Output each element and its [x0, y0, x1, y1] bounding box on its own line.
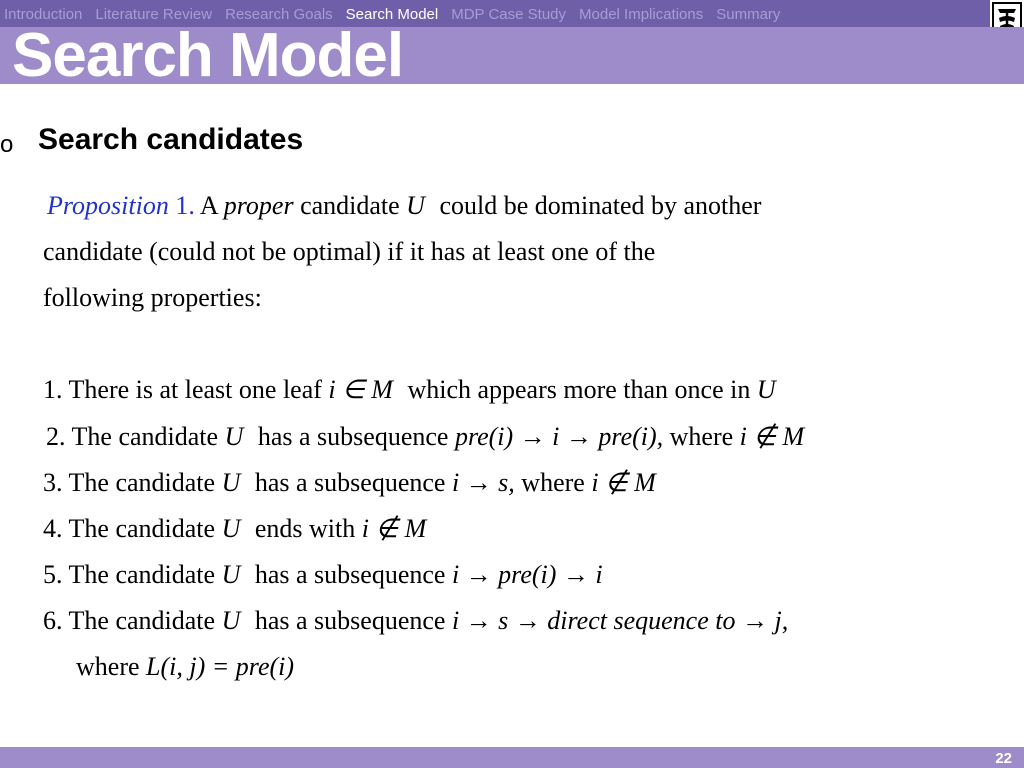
nav-item-summary[interactable]: Summary — [716, 6, 781, 23]
proposition-label: Proposition — [47, 191, 169, 220]
math-symbol: U — [756, 375, 776, 404]
math-symbol: U — [221, 606, 241, 635]
text: could be dominated by another — [439, 191, 762, 220]
math-symbol: U — [224, 422, 244, 451]
section-heading: Search candidates — [38, 123, 304, 156]
property-2 — [46, 421, 804, 453]
math-expression: i → s, — [451, 468, 515, 497]
proposition-line-3: following properties: — [43, 283, 262, 312]
property-4 — [43, 513, 426, 545]
footer-bar — [0, 747, 1024, 768]
text: where — [76, 652, 140, 681]
proposition-line-2: candidate (could not be optimal) if it has at least one of the — [43, 237, 656, 266]
text: A — [199, 191, 218, 220]
text: 4. The candidate — [43, 514, 216, 543]
text: 5. The candidate — [43, 560, 216, 589]
text: has a subsequence — [254, 468, 446, 497]
text: 2. The candidate — [46, 422, 219, 451]
text: has a subsequence — [257, 422, 449, 451]
nav-item-research-goals[interactable]: Research Goals — [225, 6, 333, 23]
text: 1. There is at least one leaf — [43, 375, 322, 404]
text: 6. The candidate — [43, 606, 216, 635]
property-1 — [43, 374, 776, 406]
property-3 — [43, 467, 656, 499]
text: has a subsequence — [254, 560, 446, 589]
math-expression: L(i, j) = pre(i) — [146, 652, 295, 681]
nav-item-search-model[interactable]: Search Model — [345, 6, 439, 23]
text: 3. The candidate — [43, 468, 216, 497]
text: ends with — [254, 514, 356, 543]
math-expression: i ∉ M — [739, 422, 805, 451]
page-title: Search Model — [12, 21, 404, 90]
text: where — [521, 468, 585, 497]
math-expression: i ∉ M — [361, 514, 427, 543]
nav-item-mdp-case-study[interactable]: MDP Case Study — [451, 6, 567, 23]
property-5 — [43, 559, 603, 591]
text: candidate — [300, 191, 400, 220]
nav-item-model-implications[interactable]: Model Implications — [579, 6, 704, 23]
bullet-icon: o — [0, 131, 14, 158]
math-expression: i ∈ M — [328, 375, 393, 404]
math-symbol: U — [221, 514, 241, 543]
property-6 — [43, 605, 788, 637]
text: has a subsequence — [254, 606, 446, 635]
math-expression: pre(i) → i → pre(i), — [454, 422, 664, 451]
nav-item-literature-review[interactable]: Literature Review — [95, 6, 213, 23]
math-symbol: U — [221, 560, 241, 589]
proposition-number: 1. — [175, 191, 195, 220]
emphasis: proper — [223, 191, 294, 220]
math-expression: i → pre(i) → i — [451, 560, 603, 589]
property-6-continuation — [76, 651, 294, 683]
math-symbol: U — [406, 191, 425, 220]
page-number: 22 — [995, 750, 1012, 767]
text: where — [669, 422, 734, 451]
math-expression: i ∉ M — [591, 468, 656, 497]
nav-item-introduction[interactable]: Introduction — [4, 6, 83, 23]
text: which appears more than once in — [407, 375, 751, 404]
proposition-line-1 — [47, 190, 761, 222]
math-symbol: U — [221, 468, 241, 497]
math-expression: i → s → direct sequence to → j, — [451, 606, 789, 635]
